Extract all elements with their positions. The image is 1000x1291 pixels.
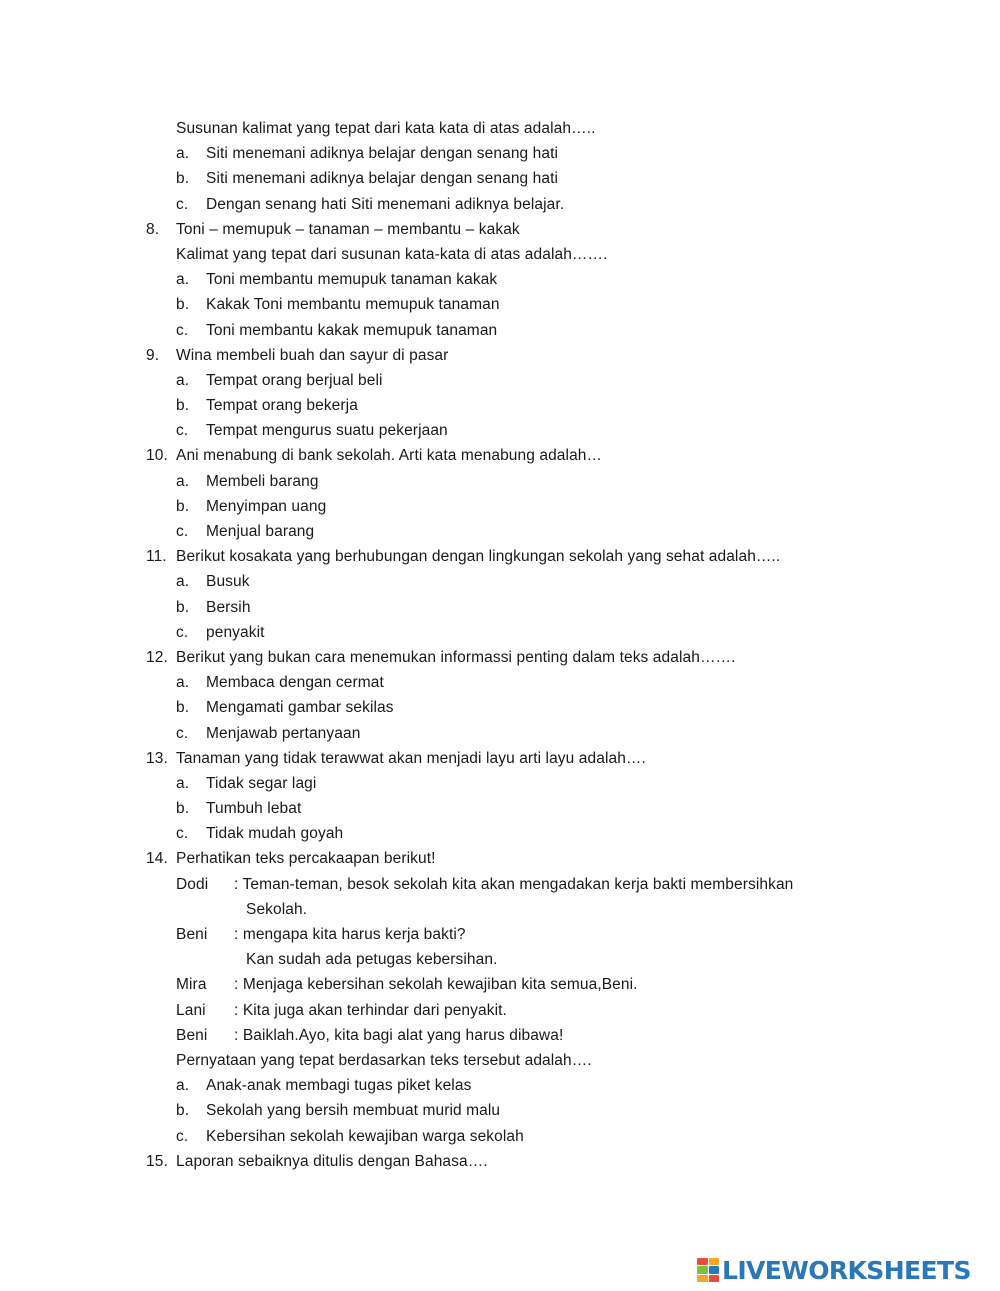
speaker-name: Beni <box>176 1026 208 1044</box>
option-a[interactable] <box>0 141 1000 166</box>
option-text: Bersih <box>206 598 251 616</box>
question-number: 14. <box>146 850 168 868</box>
option-text: Toni membantu memupuk tanaman kakak <box>206 271 498 289</box>
option-text: Kakak Toni membantu memupuk tanaman <box>206 296 500 314</box>
logo-blocks-icon <box>697 1258 719 1282</box>
speaker-name: Beni <box>176 926 208 943</box>
option-b[interactable] <box>0 595 1000 620</box>
question-number: 11. <box>146 548 167 566</box>
option-letter: a. <box>176 271 190 289</box>
question-text: Tanaman yang tidak terawwat akan menjadi layu arti layu adalah…. <box>176 749 646 767</box>
option-letter: c. <box>176 195 189 213</box>
option-letter: c. <box>176 422 189 440</box>
option-text: Anak-anak membagi tugas piket kelas <box>206 1077 472 1095</box>
option-letter: c. <box>176 623 189 641</box>
speaker-line: : Baiklah.Ayo, kita bagi alat yang harus dibawa! <box>234 1026 564 1044</box>
question-text: Laporan sebaiknya ditulis dengan Bahasa…. <box>176 1152 488 1170</box>
option-text: Tidak segar lagi <box>206 774 317 792</box>
option-letter: c. <box>176 1127 189 1145</box>
question-number: 15. <box>146 1152 168 1170</box>
option-text: Dengan senang hati Siti menemani adiknya belajar. <box>206 195 565 213</box>
speaker-line: : Kita juga akan terhindar dari penyakit. <box>234 1001 507 1019</box>
option-letter: c. <box>176 321 189 339</box>
option-c[interactable] <box>0 721 1000 746</box>
option-text: Menjual barang <box>206 523 315 540</box>
option-letter: c. <box>176 724 189 742</box>
option-text: Siti menemani adiknya belajar dengan senang hati <box>206 170 559 188</box>
option-letter: a. <box>176 472 190 490</box>
option-text: Siti menemani adiknya belajar dengan senang hati <box>206 145 559 163</box>
speaker-line-cont: Kan sudah ada petugas kebersihan. <box>246 951 498 969</box>
speaker-line: : mengapa kita harus kerja bakti? <box>234 926 466 943</box>
option-a[interactable] <box>0 670 1000 695</box>
question-text: Perhatikan teks percakaapan berikut! <box>176 850 436 868</box>
question-14-prompt <box>0 1048 1000 1073</box>
option-letter: a. <box>176 774 190 792</box>
question-8-prompt <box>0 242 1000 267</box>
option-letter: b. <box>176 699 190 717</box>
option-letter: c. <box>176 825 189 843</box>
option-text: Tidak mudah goyah <box>206 825 344 843</box>
option-letter: b. <box>176 397 190 415</box>
question-14 <box>0 846 1000 871</box>
option-b[interactable] <box>0 292 1000 317</box>
question-number: 9. <box>146 346 160 364</box>
question-10 <box>0 443 1000 468</box>
question-number: 13. <box>146 749 168 767</box>
question-text: Kalimat yang tepat dari susunan kata-kata di atas adalah……. <box>176 245 608 263</box>
option-text: Mengamati gambar sekilas <box>206 699 394 717</box>
option-text: Toni membantu kakak memupuk tanaman <box>206 321 498 339</box>
option-a[interactable] <box>0 469 1000 494</box>
option-text: Menyimpan uang <box>206 497 327 515</box>
option-letter: b. <box>176 497 190 515</box>
dialogue-line <box>0 922 1000 947</box>
option-text: Menjawab pertanyaan <box>206 724 361 742</box>
option-text: penyakit <box>206 623 265 641</box>
logo-text: LIVEWORKSHEETS <box>722 1255 971 1285</box>
option-b[interactable] <box>0 494 1000 519</box>
option-b[interactable] <box>0 1098 1000 1123</box>
question-list <box>0 116 1000 1174</box>
question-text: Berikut yang bukan cara menemukan informassi penting dalam teks adalah……. <box>176 648 736 666</box>
question-text: Susunan kalimat yang tepat dari kata kata di atas adalah….. <box>176 120 596 137</box>
option-a[interactable] <box>0 1073 1000 1098</box>
option-letter: a. <box>176 371 190 389</box>
option-c[interactable] <box>0 318 1000 343</box>
option-a[interactable] <box>0 771 1000 796</box>
option-letter: b. <box>176 296 190 314</box>
option-b[interactable] <box>0 695 1000 720</box>
speaker-name: Dodi <box>176 875 209 893</box>
option-a[interactable] <box>0 368 1000 393</box>
liveworksheets-logo[interactable] <box>697 1255 971 1285</box>
option-letter: a. <box>176 674 190 692</box>
option-a[interactable] <box>0 267 1000 292</box>
option-text: Tempat orang berjual beli <box>206 371 383 389</box>
dialogue-line <box>0 872 1000 897</box>
question-number: 10. <box>146 447 168 465</box>
option-text: Kebersihan sekolah kewajiban warga sekolah <box>206 1127 524 1145</box>
option-c[interactable] <box>0 620 1000 645</box>
option-c[interactable] <box>0 821 1000 846</box>
option-text: Tempat mengurus suatu pekerjaan <box>206 422 448 440</box>
option-b[interactable] <box>0 393 1000 418</box>
option-letter: a. <box>176 573 190 591</box>
option-c[interactable] <box>0 1124 1000 1149</box>
speaker-line-cont: Sekolah. <box>246 900 308 918</box>
option-text: Tumbuh lebat <box>206 800 302 818</box>
dialogue-line <box>0 1023 1000 1048</box>
option-c[interactable] <box>0 192 1000 217</box>
option-letter: b. <box>176 170 190 188</box>
dialogue-continuation <box>0 947 1000 972</box>
question-8 <box>0 217 1000 242</box>
option-c[interactable] <box>0 418 1000 443</box>
question-11 <box>0 544 1000 569</box>
option-text: Sekolah yang bersih membuat murid malu <box>206 1102 501 1120</box>
option-letter: b. <box>176 800 190 818</box>
option-text: Busuk <box>206 573 250 591</box>
speaker-name: Mira <box>176 976 207 994</box>
option-text: Membaca dengan cermat <box>206 674 384 692</box>
option-b[interactable] <box>0 166 1000 191</box>
option-text: Membeli barang <box>206 472 319 490</box>
question-number: 12. <box>146 648 168 666</box>
speaker-line: : Menjaga kebersihan sekolah kewajiban kita semua,Beni. <box>234 976 638 994</box>
option-letter: b. <box>176 598 190 616</box>
option-b[interactable] <box>0 796 1000 821</box>
question-15 <box>0 1149 1000 1174</box>
option-a[interactable] <box>0 569 1000 594</box>
option-letter: b. <box>176 1102 190 1120</box>
question-text: Toni – memupuk – tanaman – membantu – kakak <box>176 220 520 238</box>
question-text: Ani menabung di bank sekolah. Arti kata menabung adalah… <box>176 447 603 465</box>
question-text: Wina membeli buah dan sayur di pasar <box>176 346 449 364</box>
option-text: Tempat orang bekerja <box>206 397 358 415</box>
dialogue-continuation <box>0 897 1000 922</box>
speaker-name: Lani <box>176 1001 206 1019</box>
option-c[interactable] <box>0 519 1000 544</box>
question-7-prompt <box>0 116 1000 141</box>
question-12 <box>0 645 1000 670</box>
dialogue-line <box>0 998 1000 1023</box>
question-text: Berikut kosakata yang berhubungan dengan lingkungan sekolah yang sehat adalah….. <box>176 548 781 566</box>
option-letter: c. <box>176 523 189 540</box>
question-number: 8. <box>146 220 160 238</box>
option-letter: a. <box>176 1077 190 1095</box>
option-letter: a. <box>176 145 190 163</box>
question-9 <box>0 343 1000 368</box>
dialogue-line <box>0 972 1000 997</box>
speaker-line: : Teman-teman, besok sekolah kita akan mengadakan kerja bakti membersihkan <box>234 875 794 893</box>
question-13 <box>0 746 1000 771</box>
question-text: Pernyataan yang tepat berdasarkan teks tersebut adalah…. <box>176 1051 592 1069</box>
